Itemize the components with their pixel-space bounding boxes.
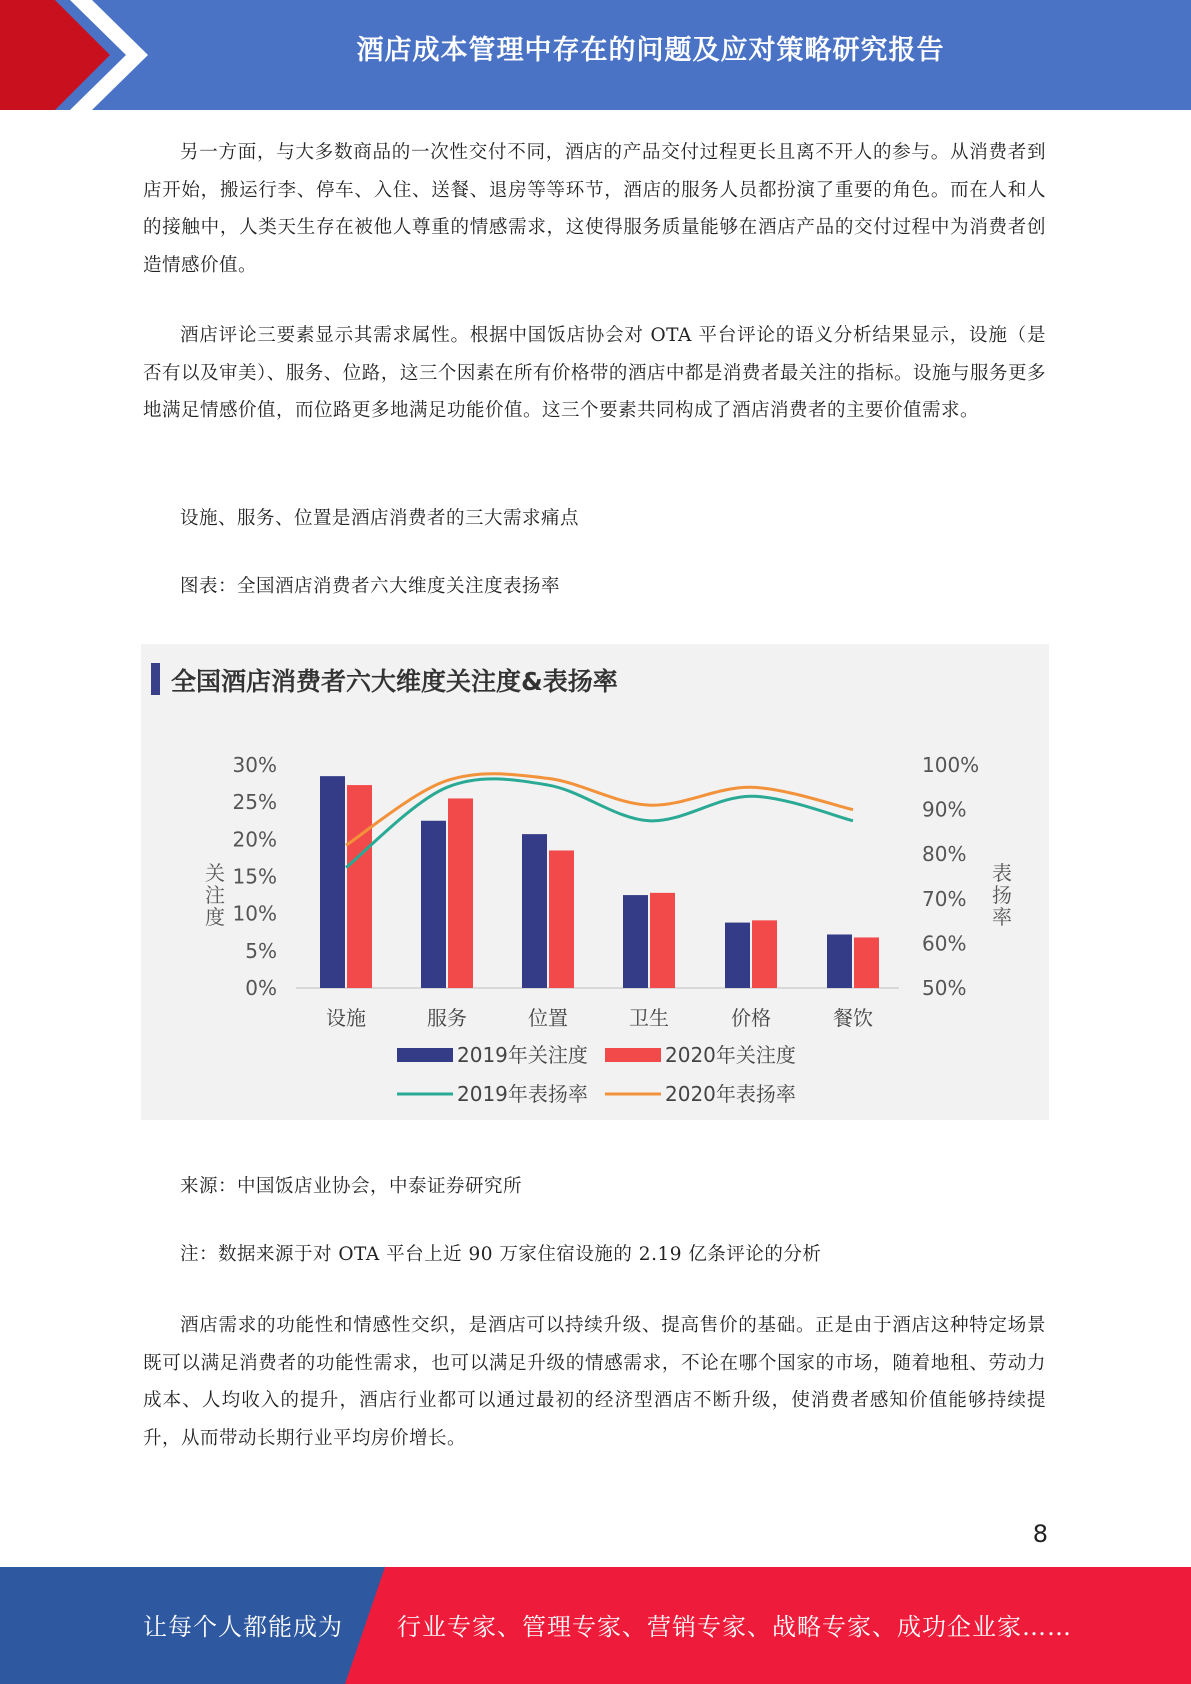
paragraph-3 bbox=[143, 500, 1046, 538]
left-tick-label: 20% bbox=[232, 827, 277, 852]
bar-2020 bbox=[752, 920, 777, 988]
paragraph-text: 酒店评论三要素显示其需求属性。根据中国饭店协会对 OTA 平台评论的语义分析结果显示，设施（是否有以及审美）、服务、位路，这三个因素在所有价格带的酒店中都是消费者最关注的指标。设施与服务更多地满足情感价值，而位路更多地满足功能价值。这三个要素共同构成了酒店消费者的主要价值需求。 bbox=[143, 325, 1046, 421]
left-axis-ticks bbox=[233, 753, 277, 1000]
right-tick-label: 100% bbox=[922, 753, 980, 777]
axis-label-char: 扬 bbox=[992, 883, 1012, 907]
bar-2020 bbox=[448, 798, 473, 988]
legend-label: 2019年表扬率 bbox=[457, 1082, 588, 1106]
figure-caption bbox=[143, 568, 1046, 606]
left-tick-label: 30% bbox=[232, 753, 277, 777]
legend-label: 2020年表扬率 bbox=[665, 1082, 796, 1106]
bar-2020 bbox=[549, 850, 574, 988]
right-tick-label: 80% bbox=[922, 842, 967, 867]
chart-title: 全国酒店消费者六大维度关注度&表扬率 bbox=[171, 667, 618, 696]
bar-2019 bbox=[522, 834, 547, 988]
right-axis-ticks bbox=[922, 753, 979, 1000]
category-label: 价格 bbox=[731, 1006, 771, 1030]
page-number: 8 bbox=[1032, 1520, 1048, 1548]
source-text: 来源：中国饭店业协会，中泰证券研究所 bbox=[180, 1176, 523, 1197]
left-tick-label: 15% bbox=[232, 864, 277, 889]
header-chevron-icon bbox=[0, 0, 160, 110]
axis-label-char: 关 bbox=[205, 861, 225, 885]
bars-group bbox=[320, 776, 879, 988]
bar-2019 bbox=[725, 923, 750, 988]
chart-svg bbox=[141, 644, 1049, 1120]
legend-swatch bbox=[397, 1048, 453, 1062]
legend-swatch bbox=[605, 1048, 661, 1062]
bar-2020 bbox=[347, 785, 372, 988]
chart-title-marker bbox=[151, 663, 160, 695]
left-tick-label: 5% bbox=[245, 938, 277, 963]
bar-2019 bbox=[421, 821, 446, 988]
axis-label-char: 表 bbox=[992, 861, 1012, 885]
source-line bbox=[143, 1168, 1046, 1206]
bar-2019 bbox=[623, 895, 648, 988]
bar-2020 bbox=[854, 937, 879, 988]
legend-label: 2020年关注度 bbox=[665, 1043, 796, 1067]
caption-text: 图表：全国酒店消费者六大维度关注度表扬率 bbox=[180, 576, 561, 597]
legend-label: 2019年关注度 bbox=[457, 1043, 588, 1067]
right-tick-label: 60% bbox=[922, 931, 967, 956]
footer-slogan-right: 行业专家、管理专家、营销专家、战略专家、成功企业家…… bbox=[397, 1613, 1072, 1641]
right-axis-label bbox=[992, 861, 1012, 929]
axis-label-char: 注 bbox=[205, 883, 225, 907]
footer-slogan-left: 让每个人都能成为 bbox=[143, 1613, 343, 1641]
note-text: 注：数据来源于对 OTA 平台上近 90 万家住宿设施的 2.19 亿条评论的分析 bbox=[180, 1244, 822, 1265]
chart-container bbox=[141, 644, 1049, 1120]
right-tick-label: 90% bbox=[922, 797, 967, 822]
left-tick-label: 25% bbox=[232, 790, 277, 815]
category-label: 设施 bbox=[326, 1006, 366, 1030]
bar-2019 bbox=[320, 776, 345, 988]
left-axis-label bbox=[205, 861, 225, 929]
axis-label-char: 度 bbox=[205, 905, 225, 929]
bar-2019 bbox=[827, 934, 852, 988]
left-tick-label: 0% bbox=[245, 976, 277, 1000]
paragraph-5 bbox=[143, 1307, 1046, 1457]
right-tick-label: 50% bbox=[922, 976, 967, 1000]
page-footer bbox=[0, 1567, 1191, 1684]
category-label: 服务 bbox=[427, 1006, 467, 1030]
bar-2020 bbox=[650, 893, 675, 988]
paragraph-1 bbox=[143, 134, 1046, 284]
paragraph-text: 另一方面，与大多数商品的一次性交付不同，酒店的产品交付过程更长且离不开人的参与。从消费者到店开始，搬运行李、停车、入住、送餐、退房等等环节，酒店的服务人员都扮演了重要的角色。而在人和人的接触中，人类天生存在被他人尊重的情感需求，这使得服务质量能够在酒店产品的交付过程中为消费者创造情感价值。 bbox=[143, 142, 1046, 276]
header-title: 酒店成本管理中存在的问题及应对策略研究报告 bbox=[356, 35, 945, 66]
page-header bbox=[0, 0, 1191, 110]
right-tick-label: 70% bbox=[922, 886, 967, 911]
left-tick-label: 10% bbox=[232, 901, 277, 926]
category-label: 餐饮 bbox=[833, 1006, 873, 1030]
paragraph-text: 设施、服务、位置是酒店消费者的三大需求痛点 bbox=[180, 508, 580, 529]
paragraph-2 bbox=[143, 317, 1046, 430]
category-labels bbox=[326, 1006, 873, 1030]
category-label: 位置 bbox=[528, 1006, 568, 1030]
axis-label-char: 率 bbox=[992, 905, 1012, 929]
chart-legend bbox=[397, 1043, 796, 1106]
category-label: 卫生 bbox=[629, 1006, 669, 1030]
paragraph-text: 酒店需求的功能性和情感性交织，是酒店可以持续升级、提高售价的基础。正是由于酒店这种特定场景既可以满足消费者的功能性需求，也可以满足升级的情感需求，不论在哪个国家的市场，随着地租、劳动力成本、人均收入的提升，酒店行业都可以通过最初的经济型酒店不断升级，使消费者感知价值能够持续提升，从而带动长期行业平均房价增长。 bbox=[143, 1315, 1046, 1449]
note-line bbox=[143, 1236, 1046, 1274]
